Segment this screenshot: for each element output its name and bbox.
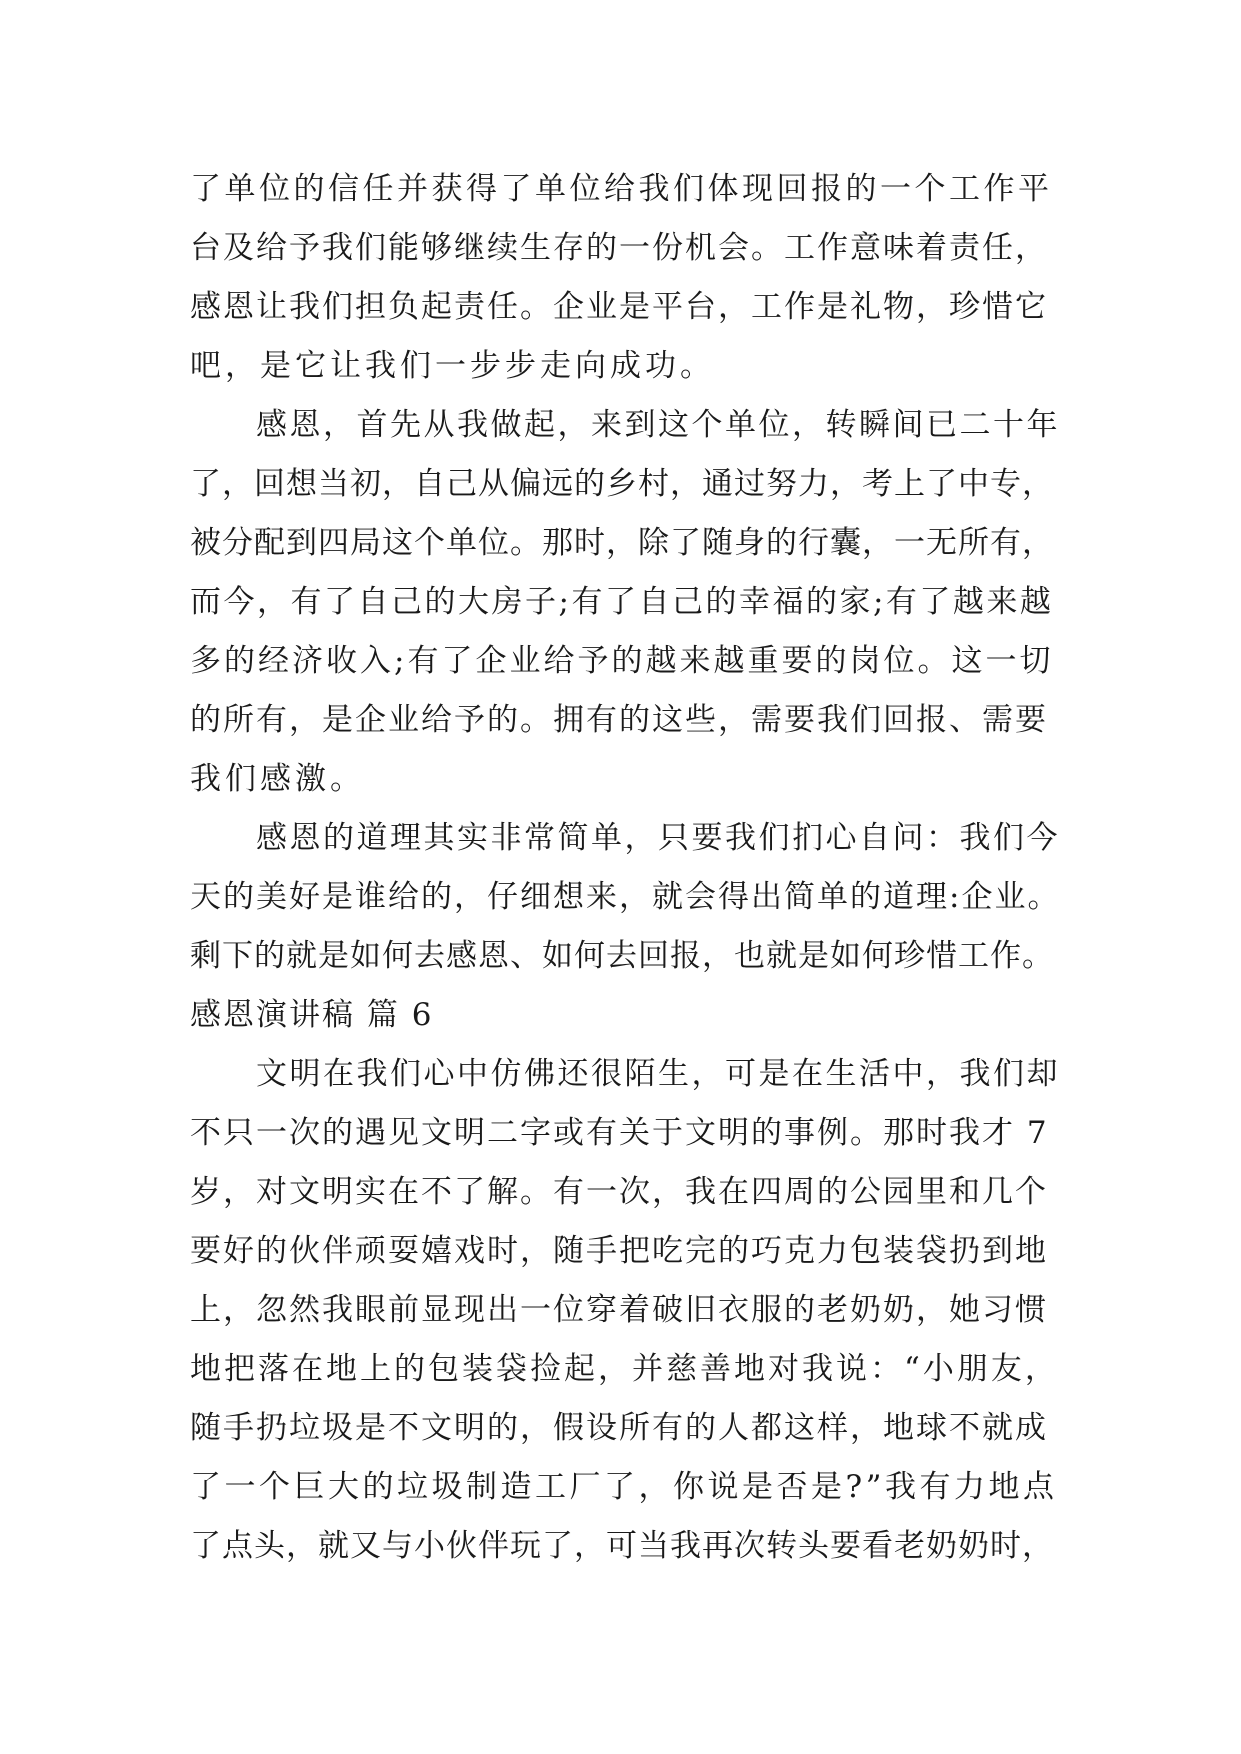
body-text xyxy=(190,160,1060,1576)
text-line: 的所有，是企业给予的。拥有的这些，需要我们回报、需要 xyxy=(190,702,1048,738)
text-line: 而今，有了自己的大房子;有了自己的幸福的家;有了越来越 xyxy=(190,584,1054,620)
text-line: 随手扔垃圾是不文明的，假设所有的人都这样，地球不就成 xyxy=(190,1410,1048,1446)
text-line: 上，忽然我眼前显现出一位穿着破旧衣服的老奶奶，她习惯 xyxy=(190,1292,1048,1328)
text-line: 多的经济收入;有了企业给予的越来越重要的岗位。这一切 xyxy=(190,643,1054,679)
text-line: 了一个巨大的垃圾制造工厂了，你说是否是?”我有力地点 xyxy=(190,1469,1058,1505)
text-line: 要好的伙伴顽耍嬉戏时，随手把吃完的巧克力包装袋扔到地 xyxy=(190,1233,1048,1269)
text-line: 感恩让我们担负起责任。企业是平台，工作是礼物，珍惜它 xyxy=(190,289,1048,325)
text-line: 被分配到四局这个单位。那时，除了随身的行囊，一无所有， xyxy=(190,525,1054,561)
text-line: 我们感激。 xyxy=(190,761,365,797)
text-line: 地把落在地上的包装袋捡起，并慈善地对我说：“小朋友， xyxy=(190,1351,1059,1387)
section-heading: 感恩演讲稿 篇 6 xyxy=(190,997,434,1033)
text-line: 文明在我们心中仿佛还很陌生，可是在生活中，我们却 xyxy=(256,1056,1060,1092)
text-line: 吧，是它让我们一步步走向成功。 xyxy=(190,348,715,384)
text-line: 了单位的信任并获得了单位给我们体现回报的一个工作平 xyxy=(190,171,1053,207)
text-line: 剩下的就是如何去感恩、如何去回报，也就是如何珍惜工作。 xyxy=(190,938,1054,974)
text-line: 了，回想当初，自己从偏远的乡村，通过努力，考上了中专， xyxy=(190,466,1054,502)
text-line: 了点头，就又与小伙伴玩了，可当我再次转头要看老奶奶时， xyxy=(190,1528,1054,1564)
text-line: 天的美好是谁给的，仔细想来，就会得出简单的道理:企业。 xyxy=(190,879,1061,915)
text-line: 不只一次的遇见文明二字或有关于文明的事例。那时我才 7 xyxy=(190,1115,1049,1151)
text-line: 感恩，首先从我做起，来到这个单位，转瞬间已二十年 xyxy=(256,407,1060,443)
text-line: 感恩的道理其实非常简单，只要我们扪心自问：我们今 xyxy=(256,820,1060,856)
text-line: 台及给予我们能够继续生存的一份机会。工作意味着责任， xyxy=(190,230,1048,266)
text-line: 岁，对文明实在不了解。有一次，我在四周的公园里和几个 xyxy=(190,1174,1048,1210)
